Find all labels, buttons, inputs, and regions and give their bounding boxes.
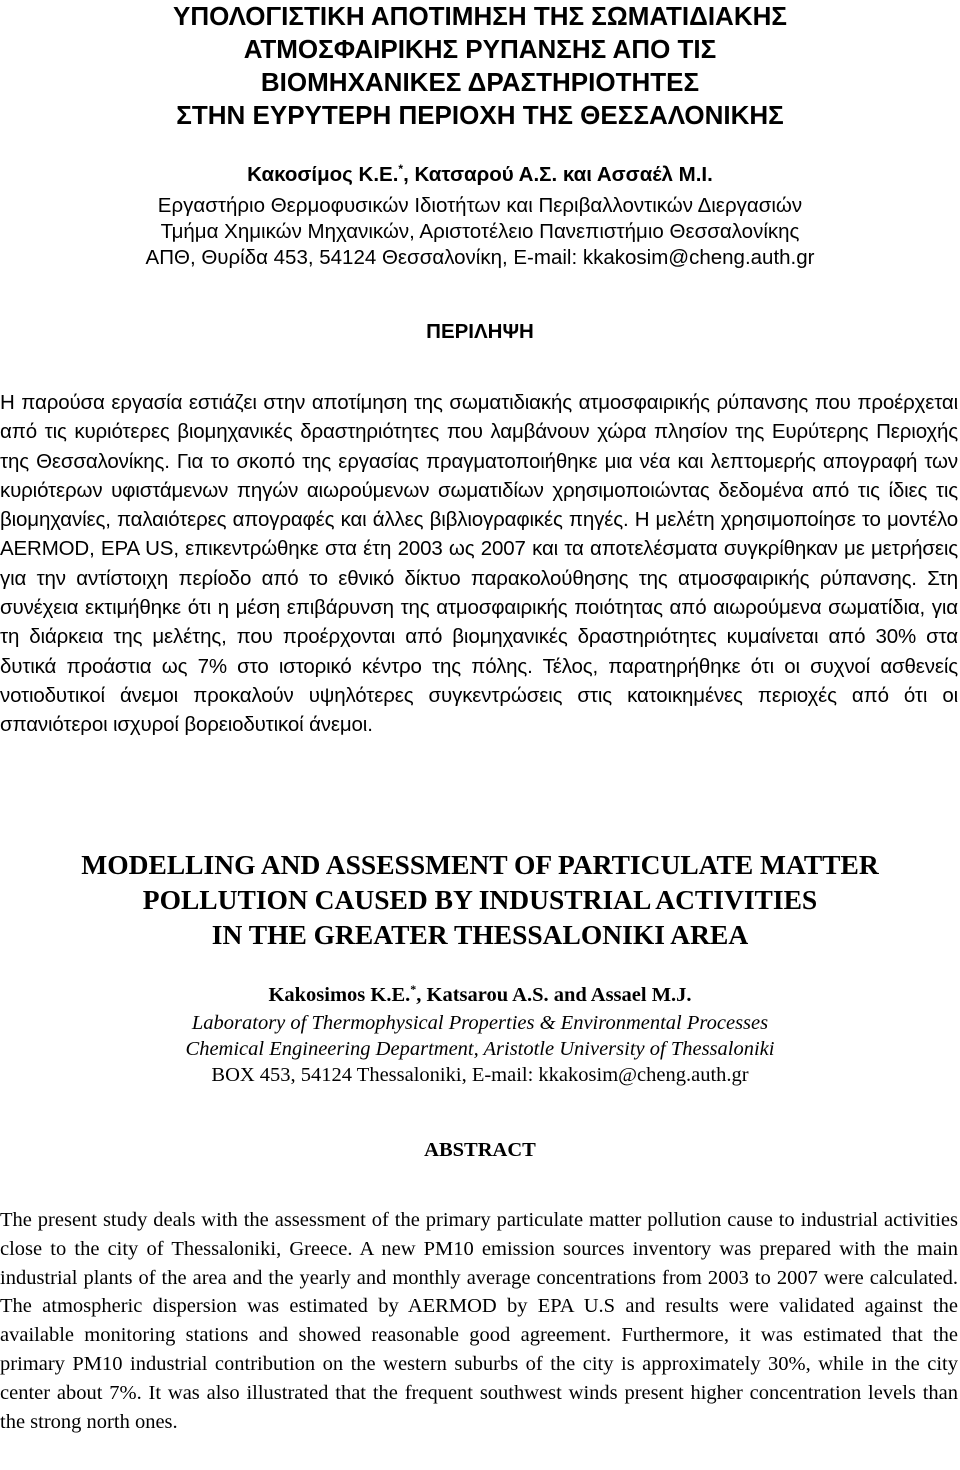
- greek-authors: [0, 162, 960, 188]
- english-abstract-heading: ABSTRACT: [424, 1139, 536, 1161]
- greek-title-line: ΒΙΟΜΗΧΑΝΙΚΕΣ ΔΡΑΣΤΗΡΙΟΤΗΤΕΣ: [260, 67, 700, 97]
- english-affiliation: [0, 1010, 960, 1088]
- english-affiliation-line: Chemical Engineering Department, Aristotle University of Thessaloniki: [185, 1038, 775, 1060]
- greek-abstract-heading: ΠΕΡΙΛΗΨΗ: [426, 320, 534, 343]
- english-title-line: IN THE GREATER THESSALONIKI AREA: [211, 919, 749, 950]
- english-affiliation-line: Laboratory of Thermophysical Properties & Environmental Processes: [191, 1012, 769, 1034]
- greek-affiliation: [0, 193, 960, 271]
- english-title-line: POLLUTION CAUSED BY INDUSTRIAL ACTIVITIES: [142, 884, 818, 915]
- greek-title-line: ΣΤΗΝ ΕΥΡΥΤΕΡΗ ΠΕΡΙΟΧΗ ΤΗΣ ΘΕΣΣΑΛΟΝΙΚΗΣ: [176, 100, 784, 130]
- greek-authors-rest: , Κατσαρού Α.Σ. και Ασσαέλ Μ.Ι.: [403, 163, 713, 186]
- greek-affiliation-line: Εργαστήριο Θερμοφυσικών Ιδιοτήτων και Περιβαλλοντικών Διεργασιών: [157, 194, 803, 217]
- corresponding-author-mark: *: [410, 982, 417, 997]
- corresponding-author-mark: *: [398, 162, 404, 177]
- greek-title-line: ΥΠΟΛΟΓΙΣΤΙΚΗ ΑΠΟΤΙΜΗΣΗ ΤΗΣ ΣΩΜΑΤΙΔΙΑΚΗΣ: [173, 1, 787, 31]
- greek-title: [0, 0, 960, 132]
- english-title: [0, 847, 960, 952]
- english-authors: [0, 982, 960, 1008]
- english-title-line: MODELLING AND ASSESSMENT OF PARTICULATE MATTER: [81, 849, 879, 880]
- greek-title-line: ΑΤΜΟΣΦΑΙΡΙΚΗΣ ΡΥΠΑΝΣΗΣ ΑΠΟ ΤΙΣ: [243, 34, 717, 64]
- greek-affiliation-line: ΑΠΘ, Θυρίδα 453, 54124 Θεσσαλονίκη, E-mail: kkakosim@cheng.auth.gr: [145, 246, 815, 269]
- greek-author-first: Κακοσίμος Κ.Ε.: [247, 163, 399, 186]
- english-affiliation-line: BOX 453, 54124 Thessaloniki, E-mail: kkakosim@cheng.auth.gr: [211, 1064, 749, 1086]
- english-authors-rest: , Katsarou A.S. and Assael M.J.: [416, 984, 692, 1006]
- english-author-first: Kakosimos K.E.: [268, 984, 411, 1006]
- greek-abstract-text: Η παρούσα εργασία εστιάζει στην αποτίμηση της σωματιδιακής ατμοσφαιρικής ρύπανσης που προέρχεται από τις κυριότερες βιομηχανικές δραστηριότητες που λαμβάνουν χώρα πλησίον της Ευρύτερης Περιοχής της Θεσσαλονίκης. Για το σκοπό της εργασίας πραγματοποιήθηκε μια νέα και λεπτομερής απογραφή των κυριότερων υφιστάμενων πηγών αιωρούμενων σωματιδίων χρησιμοποιώντας δεδομένα από τις ίδιες τις βιομηχανίες, παλαιότερες απογραφές και άλλες βιβλιογραφικές πηγές. Η μελέτη χρησιμοποίησε το μοντέλο AERMOD, EPA US, επικεντρώθηκε στα έτη 2003 ως 2007 και τα αποτελέσματα συγκρίθηκαν με μετρήσεις για την αντίστοιχη περίοδο από το εθνικό δίκτυο παρακολούθησης της ατμοσφαιρικής ρύπανσης. Στη συνέχεια εκτιμήθηκε ότι η μέση επιβάρυνση της ατμοσφαιρικής ποιότητας από αιωρούμενα σωματίδια, για τη διάρκεια της μελέτης, που προέρχονται από βιομηχανικές δραστηριότητες κυμαίνεται από 30% στα δυτικά προάστια ως 7% στο ιστορικό κέντρο της πόλης. Τέλος, παρατηρήθηκε ότι οι συχνοί ασθενείς νοτιοδυτικοί άνεμοι προκαλούν υψηλότερες συγκεντρώσεις στις κατοικημένες περιοχές από ότι οι σπανιότεροι ισχυροί βορειοδυτικοί άνεμοι.: [0, 391, 958, 737]
- english-abstract-text: The present study deals with the assessment of the primary particulate matter pollution cause to industrial activities close to the city of Thessaloniki, Greece. A new PM10 emission sources inventory was prepared with the main industrial plants of the area and the yearly and monthly average concentrations from 2003 to 2007 were calculated. The atmospheric dispersion was estimated by AERMOD by EPA U.S and results were validated against the available monitoring stations and showed reasonable good agreement. Furthermore, it was estimated that the primary PM10 industrial contribution on the western suburbs of the city is approximately 30%, while in the city center about 7%. It was also illustrated that the frequent southwest winds present higher concentration levels than the strong north ones.: [0, 1209, 958, 1433]
- greek-affiliation-line: Τμήμα Χημικών Μηχανικών, Αριστοτέλειο Πανεπιστήμιο Θεσσαλονίκης: [160, 220, 800, 243]
